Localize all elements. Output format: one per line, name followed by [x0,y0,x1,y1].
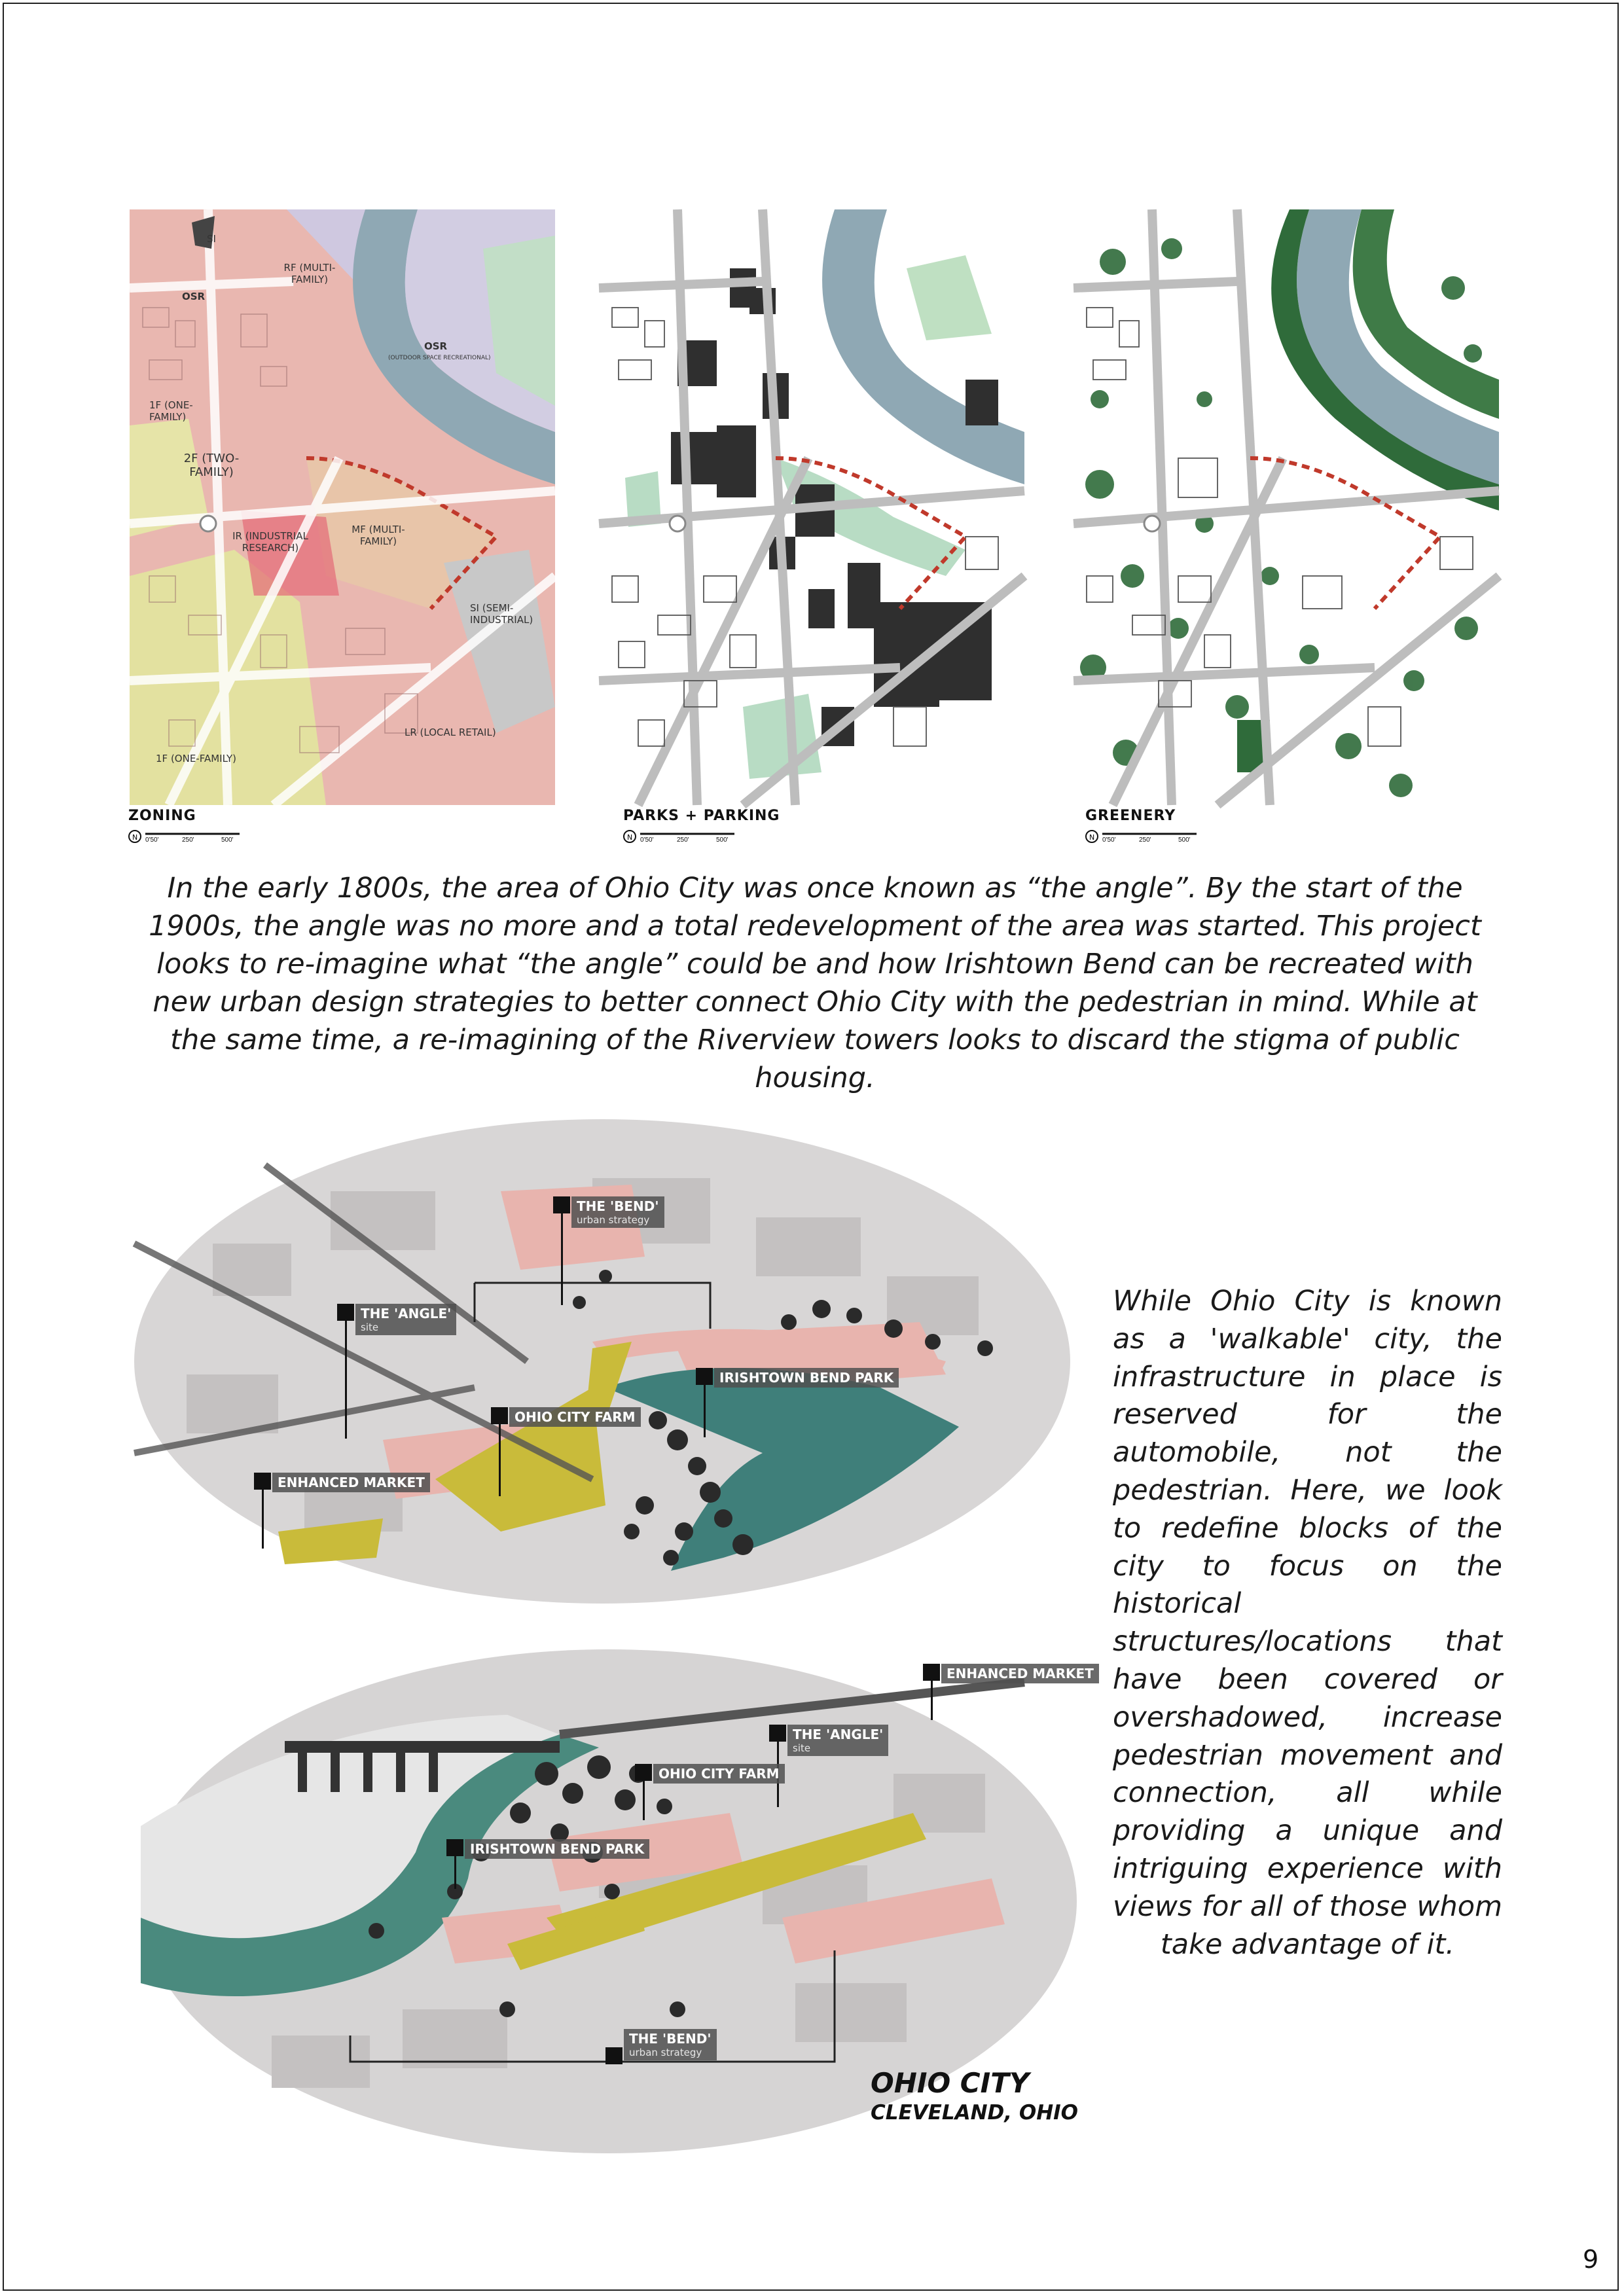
label-the-bend: THE 'BEND' urban strategy [553,1196,664,1228]
label-irishtown-bend-park: IRISHTOWN BEND PARK [696,1368,899,1388]
svg-text:N: N [1089,833,1095,842]
scale-label: 0'50' [1102,836,1116,844]
scale-label: 250' [182,836,194,844]
scale-bar [623,829,741,844]
zone-label: SI (SEMI-INDUSTRIAL) [470,602,533,626]
scale-label: 500' [716,836,729,844]
label-ohio-city-farm: OHIO CITY FARM [491,1407,641,1427]
zone-label: RF (MULTI-FAMILY) [283,262,336,285]
zoning-map [130,209,555,805]
city-title: OHIO CITY [871,2067,1030,2099]
zone-label: (OUTDOOR SPACE RECREATIONAL) [388,355,491,361]
map-title-greenery: GREENERY [1085,808,1176,824]
page-number: 9 [1583,2245,1599,2274]
zone-label: 2F (TWO-FAMILY) [183,452,240,479]
svg-text:N: N [627,833,633,842]
parks-parking-map [599,209,1024,805]
label-the-angle: THE 'ANGLE' site [769,1725,888,1756]
intro-paragraph: In the early 1800s, the area of Ohio City was once known as “the angle”. By the start of the 1900s, the angle was no more and a total redevelopment of the area was started. This project looks to re-imagine what “the angle” could be and how Irishtown Bend can be recreated with new urban design strategies to better connect Ohio City with the pedestrian in mind. While at the same time, a re-imagining of the Riverview towers looks to discard the stigma of public housing. [149,872,1481,1094]
zone-label: 1F (ONE-FAMILY) [156,753,236,764]
city-subtitle: CLEVELAND, OHIO [871,2101,1079,2125]
aerial-view-top [134,1113,1070,1610]
scale-label: 0'50' [640,836,654,844]
scale-label: 250' [1139,836,1151,844]
scale-bar [1085,829,1203,844]
zone-label: LR (LOCAL RETAIL) [405,726,496,738]
zone-label: SI [207,233,216,245]
label-ohio-city-farm: OHIO CITY FARM [635,1764,785,1784]
scale-bar [128,829,246,844]
label-enhanced-market: ENHANCED MARKET [254,1473,430,1492]
scale-label: 500' [221,836,234,844]
scale-label: 0'50' [145,836,159,844]
label-the-angle: THE 'ANGLE' site [337,1304,456,1335]
map-title-parks-parking: PARKS + PARKING [623,808,780,824]
greenery-map [1074,209,1499,805]
svg-text:N: N [132,833,138,842]
zone-label: IR (INDUSTRIAL RESEARCH) [232,530,308,554]
scale-label: 500' [1178,836,1191,844]
scale-label: 250' [677,836,689,844]
label-enhanced-market: ENHANCED MARKET [923,1664,1099,1683]
zone-label: MF (MULTI-FAMILY) [352,524,405,547]
map-title-zoning: ZONING [128,808,196,824]
zone-label: OSR [424,340,448,352]
label-the-bend: THE 'BEND' urban strategy [605,2029,717,2064]
zone-label: OSR [182,291,206,302]
side-paragraph: While Ohio City is known as a 'walkable' city, the infrastructure in place is reserved for the automobile, not the pedestrian. Here, we look to redefine blocks of the city to focus on the historical structures/locations that have been covered or overshadowed, increase pedestrian movement and connection, all while providing a unique and intriguing experience with views for all of those whom take advantage of it. [1113,1285,1502,1961]
label-irishtown-bend-park: IRISHTOWN BEND PARK [446,1839,649,1859]
zone-label: 1F (ONE-FAMILY) [149,399,193,423]
